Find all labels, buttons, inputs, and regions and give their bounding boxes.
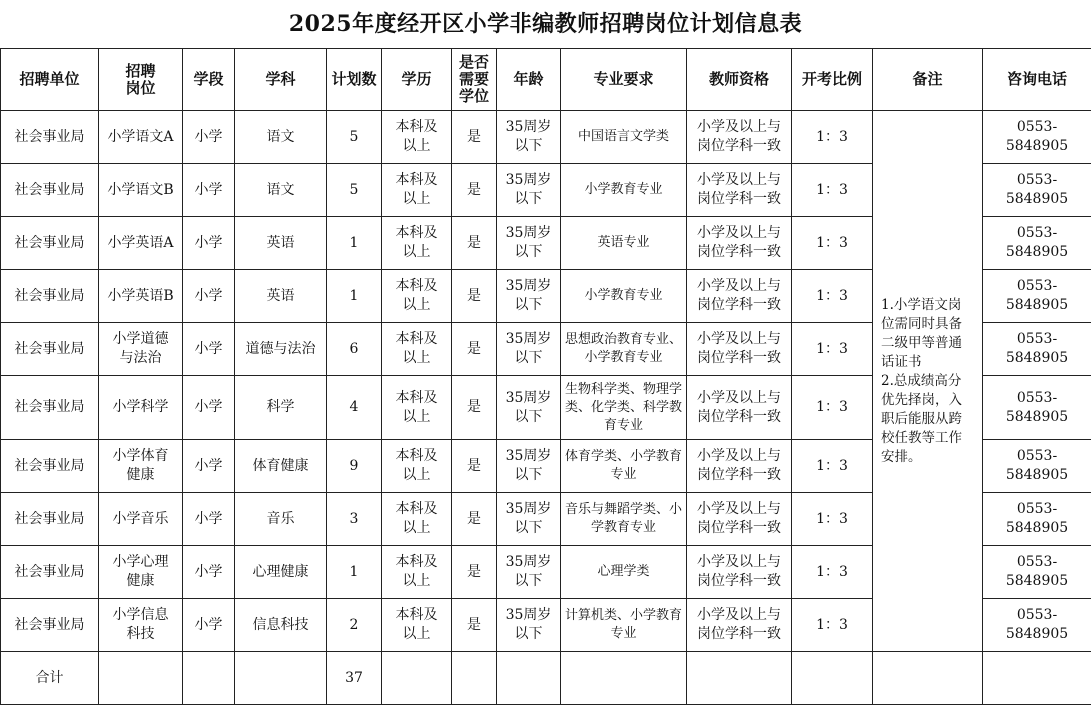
cell-position: 小学体育 健康 [99, 440, 183, 493]
cell-age: 35周岁 以下 [497, 217, 561, 270]
header-age: 年龄 [497, 49, 561, 111]
cell-stage: 小学 [183, 493, 235, 546]
header-stage: 学段 [183, 49, 235, 111]
cell-stage: 小学 [183, 270, 235, 323]
cell-age: 35周岁 以下 [497, 440, 561, 493]
cell-degree: 是 [452, 546, 497, 599]
cell-subject: 科学 [235, 376, 327, 440]
cell-ratio: 1：3 [792, 546, 873, 599]
cell-count: 6 [327, 323, 382, 376]
cell-major: 英语专业 [561, 217, 687, 270]
cell-major: 中国语言文学类 [561, 111, 687, 164]
cell-major: 生物科学类、物理学类、化学类、科学教育专业 [561, 376, 687, 440]
cell-education: 本科及 以上 [382, 599, 452, 652]
cell-ratio: 1：3 [792, 323, 873, 376]
cell-unit: 社会事业局 [1, 111, 99, 164]
cell-subject: 道德与法治 [235, 323, 327, 376]
cell-degree: 是 [452, 376, 497, 440]
cell-ratio: 1：3 [792, 111, 873, 164]
cell-stage: 小学 [183, 217, 235, 270]
cell-phone: 0553-5848905 [983, 440, 1091, 493]
table-body [1, 111, 1091, 705]
cell-count: 5 [327, 164, 382, 217]
cell-education: 本科及 以上 [382, 217, 452, 270]
cell-subject: 心理健康 [235, 546, 327, 599]
cell-degree: 是 [452, 217, 497, 270]
cell-phone: 0553-5848905 [983, 599, 1091, 652]
total-empty-cell [983, 652, 1091, 705]
cell-degree: 是 [452, 323, 497, 376]
cell-stage: 小学 [183, 599, 235, 652]
cell-count: 1 [327, 546, 382, 599]
cell-degree: 是 [452, 599, 497, 652]
total-row [1, 652, 1091, 705]
cell-stage: 小学 [183, 323, 235, 376]
cell-subject: 语文 [235, 111, 327, 164]
total-count: 37 [327, 652, 382, 705]
cell-age: 35周岁 以下 [497, 111, 561, 164]
cell-subject: 英语 [235, 270, 327, 323]
cell-ratio: 1：3 [792, 270, 873, 323]
cell-phone: 0553-5848905 [983, 164, 1091, 217]
cell-position: 小学信息 科技 [99, 599, 183, 652]
cell-qualification: 小学及以上与 岗位学科一致 [687, 493, 792, 546]
cell-count: 4 [327, 376, 382, 440]
cell-stage: 小学 [183, 376, 235, 440]
cell-major: 心理学类 [561, 546, 687, 599]
cell-stage: 小学 [183, 111, 235, 164]
cell-subject: 音乐 [235, 493, 327, 546]
cell-phone: 0553-5848905 [983, 217, 1091, 270]
total-empty-cell [452, 652, 497, 705]
cell-unit: 社会事业局 [1, 546, 99, 599]
cell-phone: 0553-5848905 [983, 270, 1091, 323]
cell-qualification: 小学及以上与 岗位学科一致 [687, 440, 792, 493]
cell-phone: 0553-5848905 [983, 376, 1091, 440]
cell-education: 本科及 以上 [382, 546, 452, 599]
cell-major: 小学教育专业 [561, 270, 687, 323]
cell-ratio: 1：3 [792, 599, 873, 652]
header-unit: 招聘单位 [1, 49, 99, 111]
cell-stage: 小学 [183, 440, 235, 493]
cell-ratio: 1：3 [792, 440, 873, 493]
cell-qualification: 小学及以上与 岗位学科一致 [687, 270, 792, 323]
total-empty-cell [382, 652, 452, 705]
cell-position: 小学心理 健康 [99, 546, 183, 599]
cell-ratio: 1：3 [792, 164, 873, 217]
header-count: 计划数 [327, 49, 382, 111]
table-row [1, 111, 1091, 164]
total-label: 合计 [1, 652, 99, 705]
cell-qualification: 小学及以上与 岗位学科一致 [687, 546, 792, 599]
header-qualification: 教师资格 [687, 49, 792, 111]
header-ratio: 开考比例 [792, 49, 873, 111]
cell-qualification: 小学及以上与 岗位学科一致 [687, 111, 792, 164]
cell-age: 35周岁 以下 [497, 323, 561, 376]
cell-qualification: 小学及以上与 岗位学科一致 [687, 164, 792, 217]
cell-stage: 小学 [183, 546, 235, 599]
cell-position: 小学英语B [99, 270, 183, 323]
remark-cell: 1.小学语文岗位需同时具备二级甲等普通话证书 2.总成绩高分优先择岗，入职后能服从跨校任教等工作安排。 [873, 111, 983, 652]
cell-phone: 0553-5848905 [983, 111, 1091, 164]
cell-subject: 信息科技 [235, 599, 327, 652]
header-phone: 咨询电话 [983, 49, 1091, 111]
cell-position: 小学语文A [99, 111, 183, 164]
cell-phone: 0553-5848905 [983, 323, 1091, 376]
total-empty-cell [497, 652, 561, 705]
cell-major: 音乐与舞蹈学类、小学教育专业 [561, 493, 687, 546]
cell-qualification: 小学及以上与 岗位学科一致 [687, 599, 792, 652]
cell-subject: 体育健康 [235, 440, 327, 493]
cell-major: 小学教育专业 [561, 164, 687, 217]
cell-ratio: 1：3 [792, 376, 873, 440]
cell-count: 3 [327, 493, 382, 546]
header-remark: 备注 [873, 49, 983, 111]
cell-ratio: 1：3 [792, 493, 873, 546]
cell-subject: 英语 [235, 217, 327, 270]
cell-phone: 0553-5848905 [983, 546, 1091, 599]
cell-unit: 社会事业局 [1, 323, 99, 376]
total-empty-cell [873, 652, 983, 705]
cell-unit: 社会事业局 [1, 376, 99, 440]
header-position: 招聘 岗位 [99, 49, 183, 111]
cell-position: 小学语文B [99, 164, 183, 217]
cell-age: 35周岁 以下 [497, 164, 561, 217]
cell-education: 本科及 以上 [382, 164, 452, 217]
header-degree: 是否 需要 学位 [452, 49, 497, 111]
cell-unit: 社会事业局 [1, 440, 99, 493]
cell-education: 本科及 以上 [382, 323, 452, 376]
cell-education: 本科及 以上 [382, 376, 452, 440]
cell-subject: 语文 [235, 164, 327, 217]
total-empty-cell [687, 652, 792, 705]
cell-unit: 社会事业局 [1, 493, 99, 546]
header-subject: 学科 [235, 49, 327, 111]
cell-position: 小学道德 与法治 [99, 323, 183, 376]
page-title: 2025年度经开区小学非编教师招聘岗位计划信息表 [0, 0, 1091, 48]
cell-qualification: 小学及以上与 岗位学科一致 [687, 376, 792, 440]
cell-count: 1 [327, 270, 382, 323]
cell-degree: 是 [452, 493, 497, 546]
total-empty-cell [792, 652, 873, 705]
table-header [1, 49, 1091, 111]
cell-degree: 是 [452, 111, 497, 164]
cell-degree: 是 [452, 270, 497, 323]
total-empty-cell [183, 652, 235, 705]
cell-count: 9 [327, 440, 382, 493]
header-major: 专业要求 [561, 49, 687, 111]
cell-unit: 社会事业局 [1, 164, 99, 217]
total-empty-cell [561, 652, 687, 705]
cell-education: 本科及 以上 [382, 440, 452, 493]
cell-major: 思想政治教育专业、小学教育专业 [561, 323, 687, 376]
cell-count: 1 [327, 217, 382, 270]
cell-stage: 小学 [183, 164, 235, 217]
cell-position: 小学科学 [99, 376, 183, 440]
cell-unit: 社会事业局 [1, 217, 99, 270]
header-education: 学历 [382, 49, 452, 111]
cell-position: 小学英语A [99, 217, 183, 270]
cell-age: 35周岁 以下 [497, 376, 561, 440]
cell-phone: 0553-5848905 [983, 493, 1091, 546]
cell-qualification: 小学及以上与 岗位学科一致 [687, 217, 792, 270]
cell-position: 小学音乐 [99, 493, 183, 546]
cell-age: 35周岁 以下 [497, 493, 561, 546]
cell-major: 体育学类、小学教育专业 [561, 440, 687, 493]
cell-education: 本科及 以上 [382, 111, 452, 164]
cell-ratio: 1：3 [792, 217, 873, 270]
total-empty-cell [99, 652, 183, 705]
recruitment-table [0, 48, 1091, 705]
cell-qualification: 小学及以上与 岗位学科一致 [687, 323, 792, 376]
cell-degree: 是 [452, 164, 497, 217]
cell-age: 35周岁 以下 [497, 599, 561, 652]
cell-unit: 社会事业局 [1, 270, 99, 323]
cell-degree: 是 [452, 440, 497, 493]
cell-age: 35周岁 以下 [497, 546, 561, 599]
cell-count: 2 [327, 599, 382, 652]
cell-count: 5 [327, 111, 382, 164]
cell-age: 35周岁 以下 [497, 270, 561, 323]
cell-education: 本科及 以上 [382, 493, 452, 546]
cell-education: 本科及 以上 [382, 270, 452, 323]
total-empty-cell [235, 652, 327, 705]
cell-major: 计算机类、小学教育专业 [561, 599, 687, 652]
cell-unit: 社会事业局 [1, 599, 99, 652]
